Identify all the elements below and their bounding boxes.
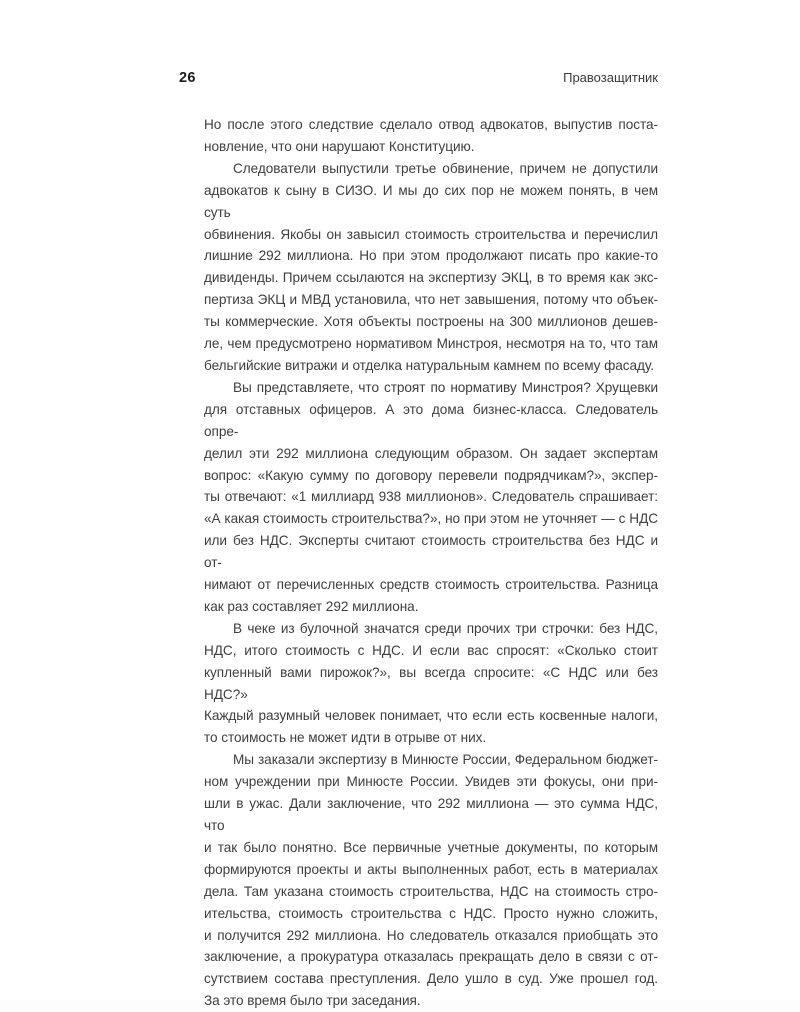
paragraph	[204, 114, 658, 158]
text-line: ле, чем предусмотрено нормативом Минстроя, несмотря на то, что там	[204, 336, 658, 352]
text-line: адвокатов к сыну в СИЗО. И мы до сих пор не можем понять, в чем суть	[204, 182, 658, 220]
text-line: сутствием состава преступления. Дело ушло в суд. Уже прошел год.	[204, 971, 658, 987]
page-number: 26	[179, 70, 196, 86]
paragraph	[204, 618, 658, 749]
text-line: ты отвечают: «1 миллиард 938 миллионов». Следователь спрашивает:	[204, 489, 658, 505]
text-line: и получится 292 миллиона. Но следователь отказался приобщать это	[204, 927, 658, 943]
text-line: НДС, итого стоимость с НДС. И если вас спросят: «Сколько стоит	[204, 642, 658, 658]
text-line: За это время было три заседания.	[204, 993, 421, 1009]
text-line: для отставных офицеров. А это дома бизнес-класса. Следователь опре-	[204, 401, 658, 439]
text-line: купленный вами пирожок?», вы всегда спросите: «С НДС или без НДС?»	[204, 664, 658, 702]
text-line: ты коммерческие. Хотя объекты построены на 300 миллионов дешев-	[204, 314, 658, 330]
text-line: нимают от перечисленных средств стоимость строительства. Разница	[204, 577, 658, 593]
text-line: делил эти 292 миллиона следующим образом. Он задает экспертам	[204, 445, 658, 461]
page-body-text	[204, 114, 658, 1012]
text-line: дела. Там указана стоимость строительства, НДС на стоимость стро-	[204, 883, 658, 899]
text-line: пертиза ЭКЦ и МВД установила, что нет завышения, потому что объек-	[204, 292, 658, 308]
text-line: Следователи выпустили третье обвинение, причем не допустили	[233, 160, 658, 176]
text-line: Каждый разумный человек понимает, что если есть косвенные налоги,	[204, 708, 658, 724]
text-line: Вы представляете, что строят по нормативу Минстроя? Хрущевки	[233, 379, 658, 395]
text-line: вопрос: «Какую сумму по договору перевели подрядчикам?», экспер-	[204, 467, 658, 483]
text-line: как раз составляет 292 миллиона.	[204, 598, 419, 614]
text-line: новление, что они нарушают Конституцию.	[204, 138, 475, 154]
text-line: шли в ужас. Дали заключение, что 292 миллиона — это сумма НДС, что	[204, 796, 658, 833]
text-line: формируются проекты и акты выполненных работ, есть в материалах	[204, 861, 658, 877]
text-line: Но после этого следствие сделало отвод адвокатов, выпустив поста-	[204, 117, 658, 132]
text-line: и так было понятно. Все первичные учетные документы, по которым	[204, 839, 658, 855]
text-line: «А какая стоимость строительства?», но при этом не уточняет — с НДС	[204, 511, 658, 527]
text-line: лишние 292 миллиона. Но при этом продолжают писать про какие-то	[204, 248, 658, 264]
text-line: заключение, а прокуратура отказалась прекращать дело в связи с от-	[204, 949, 658, 965]
text-line: Мы заказали экспертизу в Минюсте России, Федеральном бюджет-	[233, 752, 658, 768]
text-line: ительства, стоимость строительства с НДС. Просто нужно сложить,	[204, 905, 658, 921]
paragraph	[204, 377, 658, 618]
text-line: ном учреждении при Минюсте России. Увидев эти фокусы, они при-	[204, 774, 658, 790]
paragraph	[204, 749, 658, 1012]
text-line: то стоимость не может идти в отрыве от них.	[204, 730, 487, 746]
page-header	[179, 70, 658, 86]
text-line: бельгийские витражи и отделка натуральным камнем по всему фасаду.	[204, 357, 655, 373]
paragraph	[204, 158, 658, 377]
text-line: обвинения. Якобы он завысил стоимость строительства и перечислил	[204, 226, 658, 242]
text-line: или без НДС. Эксперты считают стоимость строительства без НДС и от-	[204, 533, 658, 571]
text-line: В чеке из булочной значатся среди прочих три строчки: без НДС,	[233, 620, 658, 636]
text-line: дивиденды. Причем ссылаются на экспертизу ЭКЦ, в то время как экс-	[204, 270, 658, 286]
running-head: Правозащитник	[563, 70, 658, 85]
